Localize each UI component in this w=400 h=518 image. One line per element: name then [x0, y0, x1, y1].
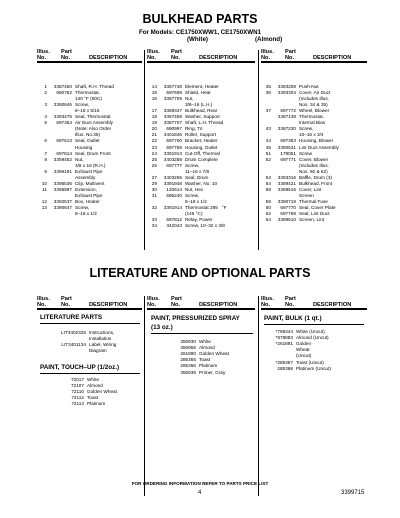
- part-description: Primer, Gray: [199, 369, 226, 375]
- illus-number: 8: [44, 156, 47, 162]
- part-description: Toast: [199, 357, 211, 363]
- illus-number: 11: [42, 186, 47, 192]
- part-header: No.: [61, 55, 71, 61]
- part-description: Almond: [199, 345, 215, 351]
- part-number: 350956: [180, 345, 196, 351]
- part-description: Bulkhead, Rear: [185, 108, 218, 114]
- part-number: 72107: [70, 383, 84, 389]
- part-description: Internal Bias: [299, 120, 326, 126]
- part-description: Baffle, Drum (3): [299, 174, 332, 180]
- part-description: Thermostat,: [75, 90, 101, 96]
- illus-number: 43: [265, 126, 271, 132]
- illus-number: 27: [151, 174, 157, 180]
- part-number: 342043: [166, 223, 182, 229]
- illus-number: 62: [265, 211, 271, 217]
- illus-header: No.: [37, 302, 47, 308]
- part-number: 3389421: [277, 180, 296, 186]
- illus-number: 9: [44, 168, 47, 174]
- part-description: Element, Heater: [185, 84, 219, 89]
- part-description: Exhaust Pipe: [75, 192, 103, 198]
- illus-number: 17: [151, 108, 157, 114]
- illus-number: 12: [41, 198, 47, 204]
- part-description: Label, Wiring: [89, 342, 117, 348]
- part-number: 697777: [166, 162, 182, 168]
- illus-number: 30: [151, 186, 157, 192]
- part-description: Illus. No.35): [75, 132, 101, 138]
- part-number: 3389347: [163, 108, 182, 114]
- part-description: Shaft, R.H. Thread: [75, 84, 114, 89]
- description-header: DESCRIPTION: [89, 302, 128, 308]
- part-description: Platinum (Uncut): [296, 365, 331, 371]
- description-header: DESCRIPTION: [313, 55, 352, 61]
- part-number: 3396191: [53, 168, 72, 174]
- part-number: 3403268: [163, 156, 182, 162]
- part-description: Bracket, Heater: [185, 138, 218, 144]
- part-header: Part: [61, 296, 72, 302]
- part-description: Almond (Uncut): [296, 335, 329, 341]
- part-number: *261891: [275, 341, 293, 347]
- literature-parts-rule: [40, 323, 140, 324]
- illus-number: 59: [265, 198, 271, 204]
- illus-header: No.: [37, 55, 47, 61]
- part-number: 3387748: [163, 84, 182, 89]
- part-number: 3390647: [53, 205, 72, 210]
- lit-header-rule-1: [37, 308, 142, 310]
- part-description: Nos. 60 & 62): [299, 168, 328, 174]
- part-description: Thermostat 295 °F: [185, 205, 227, 210]
- description-header: DESCRIPTION: [199, 302, 238, 308]
- part-number: LIT3401134: [61, 342, 86, 348]
- part-header: No.: [285, 55, 295, 61]
- illus-header: No.: [261, 55, 271, 61]
- part-description: Cover, Lint: [299, 186, 322, 192]
- spray-heading-2: (13 oz.): [151, 324, 173, 331]
- page-title: BULKHEAD PARTS: [142, 12, 258, 26]
- part-number: 3391948: [163, 180, 182, 186]
- part-number: 697769: [280, 211, 296, 217]
- part-description: Seal, Drum: [185, 174, 209, 180]
- part-description: Golden Wheat: [87, 389, 117, 395]
- part-description: 3/8 x 16 (R.H.): [75, 162, 106, 168]
- part-description: Drum Complete: [185, 156, 218, 162]
- part-number: 179051: [280, 150, 296, 156]
- part-number: 261890: [180, 351, 196, 357]
- color-white: (White): [187, 36, 208, 43]
- part-description: 140 °F (60C): [75, 96, 102, 102]
- illus-header: Illus.: [37, 49, 50, 55]
- part-description: Housing: [75, 144, 93, 150]
- part-number: 3395536: [53, 180, 72, 186]
- part-number: 697354: [56, 120, 72, 126]
- part-number: 72112: [71, 395, 84, 401]
- illus-number: 32: [151, 205, 157, 210]
- illus-number: 64: [265, 217, 271, 223]
- illus-number: 35: [265, 84, 271, 89]
- description-header: DESCRIPTION: [313, 302, 352, 308]
- part-number: 285368: [277, 365, 293, 371]
- spray-heading-1: PAINT, PRESSURIZED SPRAY: [151, 315, 240, 322]
- illus-number: 21: [151, 132, 157, 138]
- part-number: 3390646: [53, 102, 72, 108]
- part-header: No.: [171, 55, 181, 61]
- part-description: Screw,: [75, 205, 90, 210]
- part-description: Golden Wheat: [199, 351, 229, 357]
- part-header: Part: [285, 296, 296, 302]
- models-line: For Models: CE1750XWW1, CE1750XWN1: [138, 29, 262, 36]
- illus-number: 37: [265, 108, 271, 114]
- part-description: 3/8–16 (L.H.): [185, 102, 213, 108]
- part-description: Platinum: [87, 401, 106, 407]
- illus-number: 13: [41, 205, 47, 210]
- part-description: (Includes Illus.: [299, 96, 329, 102]
- part-description: Thermostat,: [299, 114, 325, 120]
- part-description: Toast: [87, 395, 99, 401]
- part-number: 350930: [180, 339, 196, 344]
- part-number: 285365: [180, 357, 196, 363]
- illus-header: Illus.: [261, 49, 274, 55]
- lit-header-rule-2: [147, 308, 255, 310]
- part-number: 697768: [166, 144, 182, 150]
- part-description: Screw,: [75, 102, 90, 108]
- part-description: 11–16 x 7/8: [185, 168, 210, 174]
- illus-number: 6: [44, 138, 47, 144]
- part-number: 697700: [166, 138, 182, 144]
- part-number: *878883: [275, 335, 293, 341]
- part-description: Box, Heater: [75, 198, 100, 204]
- part-number: *285367: [275, 359, 293, 365]
- illus-number: 14: [151, 84, 157, 89]
- spray-rule: [151, 333, 253, 334]
- illus-number: 25: [151, 156, 157, 162]
- part-number: 72110: [71, 389, 84, 395]
- lit-header-rule-3: [261, 308, 367, 310]
- part-number: 697812: [166, 217, 182, 223]
- part-description: Instructions,: [89, 330, 115, 335]
- description-header: DESCRIPTION: [89, 55, 128, 61]
- part-description: Washer, Support: [185, 114, 220, 120]
- touch-up-heading: PAINT, TOUCH–UP (1/2oz.): [40, 364, 120, 371]
- part-description: (146 °C): [185, 211, 203, 217]
- part-description: Thermal Fuse: [299, 198, 328, 204]
- part-description: Seal, Cover Plate: [299, 205, 336, 210]
- part-number: 697814: [56, 150, 72, 156]
- bulk-rule: [264, 324, 364, 325]
- illus-header: No.: [261, 302, 271, 308]
- part-number: 697363: [280, 138, 296, 144]
- description-header: DESCRIPTION: [199, 55, 238, 61]
- part-description: White (Uncut): [296, 329, 325, 334]
- illus-number: 34: [151, 223, 157, 229]
- part-description: (Uncut): [296, 353, 312, 359]
- illus-number: 23: [151, 144, 157, 150]
- lit-column-divider-1: [144, 296, 145, 496]
- part-number: 285366: [180, 363, 196, 369]
- illus-number: 10: [41, 180, 47, 186]
- illus-number: 5: [44, 120, 47, 126]
- part-description: Nos. 34 & 35): [299, 102, 328, 108]
- part-description: (Includes Illus.: [299, 162, 329, 168]
- part-number: 3387230: [277, 126, 296, 132]
- part-number: 3391914: [163, 205, 182, 210]
- bulk-heading: PAINT, BULK (1 qt.): [264, 315, 322, 322]
- part-description: Screw, 10–32 x 3/8: [185, 223, 225, 229]
- part-number: 697771: [280, 156, 296, 162]
- page-number: 4: [198, 490, 202, 496]
- part-description: Exhaust Pipe: [75, 168, 103, 174]
- part-number: 3393475: [53, 114, 72, 120]
- doc-number: 3399715: [341, 490, 365, 496]
- part-description: 8–18 x 1/2: [75, 211, 97, 217]
- illus-number: 60: [265, 205, 271, 210]
- part-number: 3393259: [277, 84, 296, 89]
- part-header: No.: [285, 302, 295, 308]
- part-number: *798344: [275, 329, 293, 334]
- part-description: Nut,: [75, 156, 84, 162]
- part-description: 8–18 x 1/2: [185, 198, 207, 204]
- part-description: Shaft, L.H. Thread: [185, 120, 224, 126]
- part-number: 3403265: [163, 174, 182, 180]
- part-number: 3401846: [163, 132, 182, 138]
- illus-number: 26: [151, 162, 157, 168]
- column-divider-2: [258, 50, 259, 250]
- part-number: 3393304: [277, 90, 296, 96]
- touch-up-rule: [40, 373, 140, 374]
- illus-number: 1: [44, 84, 47, 89]
- part-description: Installation: [89, 336, 112, 342]
- illus-number: 33: [151, 217, 157, 223]
- part-number: 697613: [56, 138, 72, 144]
- part-description: Cover, Blower: [299, 156, 329, 162]
- part-description: Nut,: [185, 96, 194, 102]
- part-description: Relay, Power: [185, 217, 213, 223]
- illus-number: 31: [151, 192, 157, 198]
- part-description: (Note: Also Order: [75, 126, 112, 132]
- part-number: 3392537: [53, 198, 72, 204]
- part-description: 8–18 x 5/16: [75, 108, 100, 114]
- part-number: LIT3402325: [60, 330, 86, 335]
- part-description: Wheat: [296, 347, 310, 353]
- part-description: Bulkhead, Front: [299, 180, 333, 186]
- illus-header: Illus.: [147, 49, 160, 55]
- illus-number: 22: [151, 138, 157, 144]
- part-description: Seal, Outlet: [75, 138, 100, 144]
- part-number: 3387460: [53, 84, 72, 89]
- part-number: 3389510: [277, 217, 296, 223]
- illus-number: 3: [44, 102, 47, 108]
- illus-number: 20: [151, 126, 157, 132]
- illus-number: 36: [265, 90, 271, 96]
- part-description: Shield, Heat: [185, 90, 211, 96]
- part-number: 72017: [70, 377, 84, 382]
- part-number: 690997: [166, 126, 182, 132]
- part-description: Almond: [87, 383, 103, 389]
- part-description: 10–16 x 3/4: [299, 132, 324, 138]
- part-description: Diagram: [89, 348, 107, 354]
- literature-parts-heading: LITERATURE PARTS: [40, 314, 103, 321]
- illus-header: Illus.: [147, 296, 160, 302]
- part-description: Platinum: [199, 363, 218, 369]
- part-number: 3390531: [277, 144, 296, 150]
- part-header: No.: [61, 302, 71, 308]
- part-number: 697699: [166, 90, 182, 96]
- part-description: Assembly: [75, 174, 96, 180]
- illus-number: 51: [265, 150, 271, 156]
- part-description: Nut, Hex: [185, 186, 204, 192]
- part-number: 3387459: [163, 114, 182, 120]
- part-number: 3387709: [163, 96, 182, 102]
- part-description: Air Duct Assembly: [75, 120, 114, 126]
- part-number: 72113: [71, 401, 84, 407]
- part-description: Extension,: [75, 186, 97, 192]
- header-rule-3: [261, 61, 367, 63]
- header-rule-1: [37, 61, 142, 63]
- illus-number: 19: [151, 120, 157, 126]
- part-description: Lint Duct Assembly: [299, 144, 339, 150]
- part-header: No.: [171, 302, 181, 308]
- illus-number: 2: [44, 90, 47, 96]
- part-description: Housing, Outlet: [185, 144, 218, 150]
- part-number: 697770: [280, 205, 296, 210]
- part-header: Part: [285, 49, 296, 55]
- part-description: Screw: [299, 150, 313, 156]
- part-number: 3390719: [277, 198, 296, 204]
- part-description: Washer, No. 10: [185, 180, 218, 186]
- part-number: 350938: [180, 369, 196, 375]
- illus-number: 7: [44, 150, 47, 156]
- illus-number: 45: [265, 144, 271, 150]
- part-description: Push-Nut: [299, 84, 319, 89]
- illus-number: 53: [265, 174, 271, 180]
- part-description: Wheel, Blower: [299, 108, 330, 114]
- part-description: Golden: [296, 341, 312, 347]
- part-description: White: [199, 339, 211, 344]
- header-rule-2: [147, 61, 255, 63]
- footer-note: FOR ORDERING INFORMATION REFER TO PARTS PRICE LIST: [131, 481, 269, 486]
- illus-number: 58: [265, 186, 271, 192]
- illus-number: 15: [151, 90, 157, 96]
- part-description: Screw,: [185, 162, 200, 168]
- part-number: 697772: [280, 108, 296, 114]
- illus-number: 52: [265, 156, 271, 162]
- part-description: Cover, Air Duct: [299, 90, 331, 96]
- literature-title: LITERATURE AND OPTIONAL PARTS: [89, 266, 311, 280]
- part-description: Screw,: [299, 126, 314, 132]
- part-number: 695240: [166, 192, 182, 198]
- part-description: Clip, Multivent: [75, 180, 105, 186]
- illus-header: Illus.: [261, 296, 274, 302]
- illus-header: No.: [147, 302, 157, 308]
- part-number: 3387707: [163, 120, 182, 126]
- part-number: 3359452: [53, 156, 72, 162]
- illus-number: 54: [265, 180, 271, 186]
- illus-header: Illus.: [37, 296, 50, 302]
- part-description: Cut-Off, Thermal: [185, 150, 220, 156]
- illus-number: 18: [151, 114, 157, 120]
- part-number: 120614: [166, 186, 182, 192]
- part-description: Ring, Tri: [185, 126, 203, 132]
- part-number: 3395997: [53, 186, 72, 192]
- part-number: 3389516: [277, 186, 296, 192]
- part-number: 3393316: [277, 174, 296, 180]
- part-description: Screen, Lint: [299, 217, 325, 223]
- illus-number: 44: [265, 138, 271, 144]
- part-description: Screen: [299, 192, 314, 198]
- illus-header: No.: [147, 55, 157, 61]
- lit-column-divider-2: [258, 296, 259, 496]
- part-description: Screw,: [185, 192, 200, 198]
- part-number: 660762: [56, 90, 72, 96]
- part-number: 3391913: [163, 150, 182, 156]
- part-description: Toast (Uncut): [296, 359, 324, 365]
- part-description: Seal, Drum Front: [75, 150, 111, 156]
- part-number: 3387138: [277, 114, 296, 120]
- part-header: Part: [61, 49, 72, 55]
- illus-number: 4: [44, 114, 47, 120]
- illus-number: 24: [151, 150, 157, 156]
- part-description: Seal, Lint Duct: [299, 211, 330, 217]
- column-divider-1: [144, 50, 145, 250]
- part-description: Seal, Thermostat: [75, 114, 111, 120]
- part-description: Roller, Support: [185, 132, 217, 138]
- part-description: Housing, Blower: [299, 138, 334, 144]
- illus-number: 29: [151, 180, 157, 186]
- part-header: Part: [171, 296, 182, 302]
- color-almond: (Almond): [255, 36, 283, 43]
- part-header: Part: [171, 49, 182, 55]
- part-description: White: [87, 377, 99, 382]
- illus-number: 16: [151, 96, 157, 102]
